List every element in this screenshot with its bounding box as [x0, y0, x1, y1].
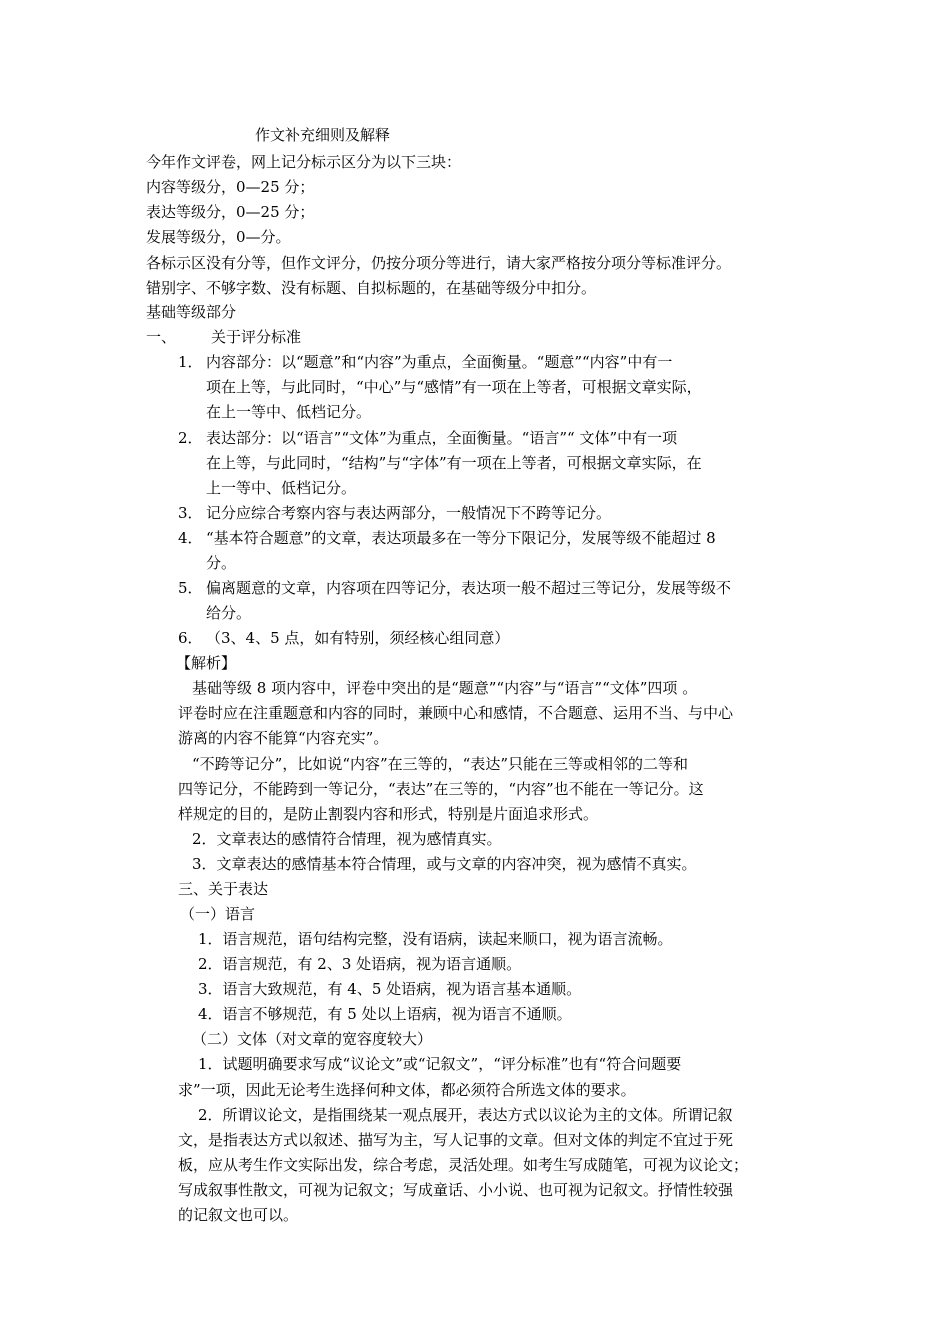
intro-line: 错别字、不够字数、没有标题、自拟标题的，在基础等级分中扣分。	[146, 279, 597, 297]
list-item-line: 表达部分：以“语言”“文体”为重点，全面衡量。“语言”“ 文体”中有一项	[206, 429, 678, 447]
list-item-line: 在上一等中、低档记分。	[206, 403, 372, 421]
paragraph-line: 板，应从考生作文实际出发，综合考虑，灵活处理。如考生写成随笔，可视为议论文；	[178, 1156, 749, 1174]
list-item-line: 内容部分：以“题意”和“内容”为重点，全面衡量。“题意”“内容”中有一	[206, 353, 673, 371]
paragraph-line: 求”一项，因此无论考生选择何种文体，都必须符合所选文体的要求。	[178, 1081, 636, 1099]
list-item-number: 1．	[178, 353, 203, 371]
list-item-line: （3、4、5 点，如有特别，须经核心组同意）	[206, 629, 510, 647]
analysis-heading: 【解析】	[176, 654, 237, 672]
intro-line: 各标示区没有分等，但作文评分，仍按分项分等进行，请大家严格按分项分等标准评分。	[146, 254, 732, 272]
paragraph-line: 写成叙事性散文，可视为记叙文；写成童话、小小说、也可视为记叙文。抒情性较强	[178, 1181, 734, 1199]
section3-heading: 三、关于表达	[178, 880, 269, 898]
section1-number: 一、	[146, 328, 177, 346]
list-item-line: 记分应综合考察内容与表达两部分，一般情况下不跨等记分。	[206, 504, 612, 522]
paragraph-line: 的记叙文也可以。	[178, 1206, 299, 1224]
intro-line: 表达等级分，0—25 分；	[146, 203, 315, 221]
paragraph-line: 样规定的目的，是防止割裂内容和形式，特别是片面追求形式。	[178, 805, 599, 823]
paragraph-line: “不跨等记分”，比如说“内容”在三等的，“表达”只能在三等或相邻的二等和	[192, 755, 689, 773]
paragraph-line: 文，是指表达方式以叙述、描写为主，写人记事的文章。但对文体的判定不宜过于死	[178, 1131, 734, 1149]
list-item: 3．语言大致规范，有 4、5 处语病，视为语言基本通顺。	[198, 980, 582, 998]
list-item-number: 2．	[178, 429, 203, 447]
list-item-number: 4．	[178, 529, 203, 547]
paragraph-line: 2．所谓议论文，是指围绕某一观点展开，表达方式以议论为主的文体。所谓记叙	[198, 1106, 733, 1124]
intro-line: 今年作文评卷，网上记分标示区分为以下三块：	[146, 153, 462, 171]
list-item: 4．语言不够规范，有 5 处以上语病，视为语言不通顺。	[198, 1005, 572, 1023]
paragraph-line: 四等记分，不能跨到一等记分，“表达”在三等的，“内容”也不能在一等记分。这	[178, 780, 704, 798]
intro-line: 发展等级分，0—分。	[146, 228, 291, 246]
section1-heading: 关于评分标准	[211, 328, 302, 346]
paragraph-line: 1．试题明确要求写成“议论文”或“记叙文”，“评分标准”也有“符合问题要	[198, 1055, 682, 1073]
list-item-line: 在上等，与此同时，“结构”与“字体”有一项在上等者，可根据文章实际，在	[206, 454, 702, 472]
list-item-number: 3．	[178, 504, 203, 522]
list-item-line: 给分。	[206, 604, 252, 622]
paragraph-line: 评卷时应在注重题意和内容的同时，兼顾中心和感情，不合题意、运用不当、与中心	[178, 704, 734, 722]
list-item-line: 偏离题意的文章，内容项在四等记分，表达项一般不超过三等记分，发展等级不	[206, 579, 732, 597]
subsection-heading: （一）语言	[180, 905, 256, 923]
paragraph-line: 3．文章表达的感情基本符合情理，或与文章的内容冲突，视为感情不真实。	[192, 855, 697, 873]
paragraph-line: 2．文章表达的感情符合情理，视为感情真实。	[192, 830, 502, 848]
intro-line: 内容等级分，0—25 分；	[146, 178, 315, 196]
list-item-number: 5．	[178, 579, 203, 597]
paragraph-line: 游离的内容不能算“内容充实”。	[178, 729, 389, 747]
list-item: 2．语言规范，有 2、3 处语病，视为语言通顺。	[198, 955, 522, 973]
document-title: 作文补充细则及解释	[255, 126, 391, 144]
list-item-line: “基本符合题意”的文章，表达项最多在一等分下限记分，发展等级不能超过 8	[206, 529, 716, 547]
subsection-heading: （二）文体（对文章的宽容度较大）	[192, 1030, 433, 1048]
list-item-line: 分。	[206, 554, 237, 572]
paragraph-line: 基础等级 8 项内容中，评卷中突出的是“题意”“内容”与“语言”“文体”四项 。	[192, 679, 698, 697]
list-item-line: 项在上等，与此同时，“中心”与“感情”有一项在上等者，可根据文章实际，	[206, 378, 702, 396]
list-item: 1．语言规范，语句结构完整，没有语病，读起来顺口，视为语言流畅。	[198, 930, 673, 948]
list-item-number: 6．	[178, 629, 203, 647]
list-item-line: 上一等中、低档记分。	[206, 479, 357, 497]
section-heading: 基础等级部分	[146, 303, 237, 321]
